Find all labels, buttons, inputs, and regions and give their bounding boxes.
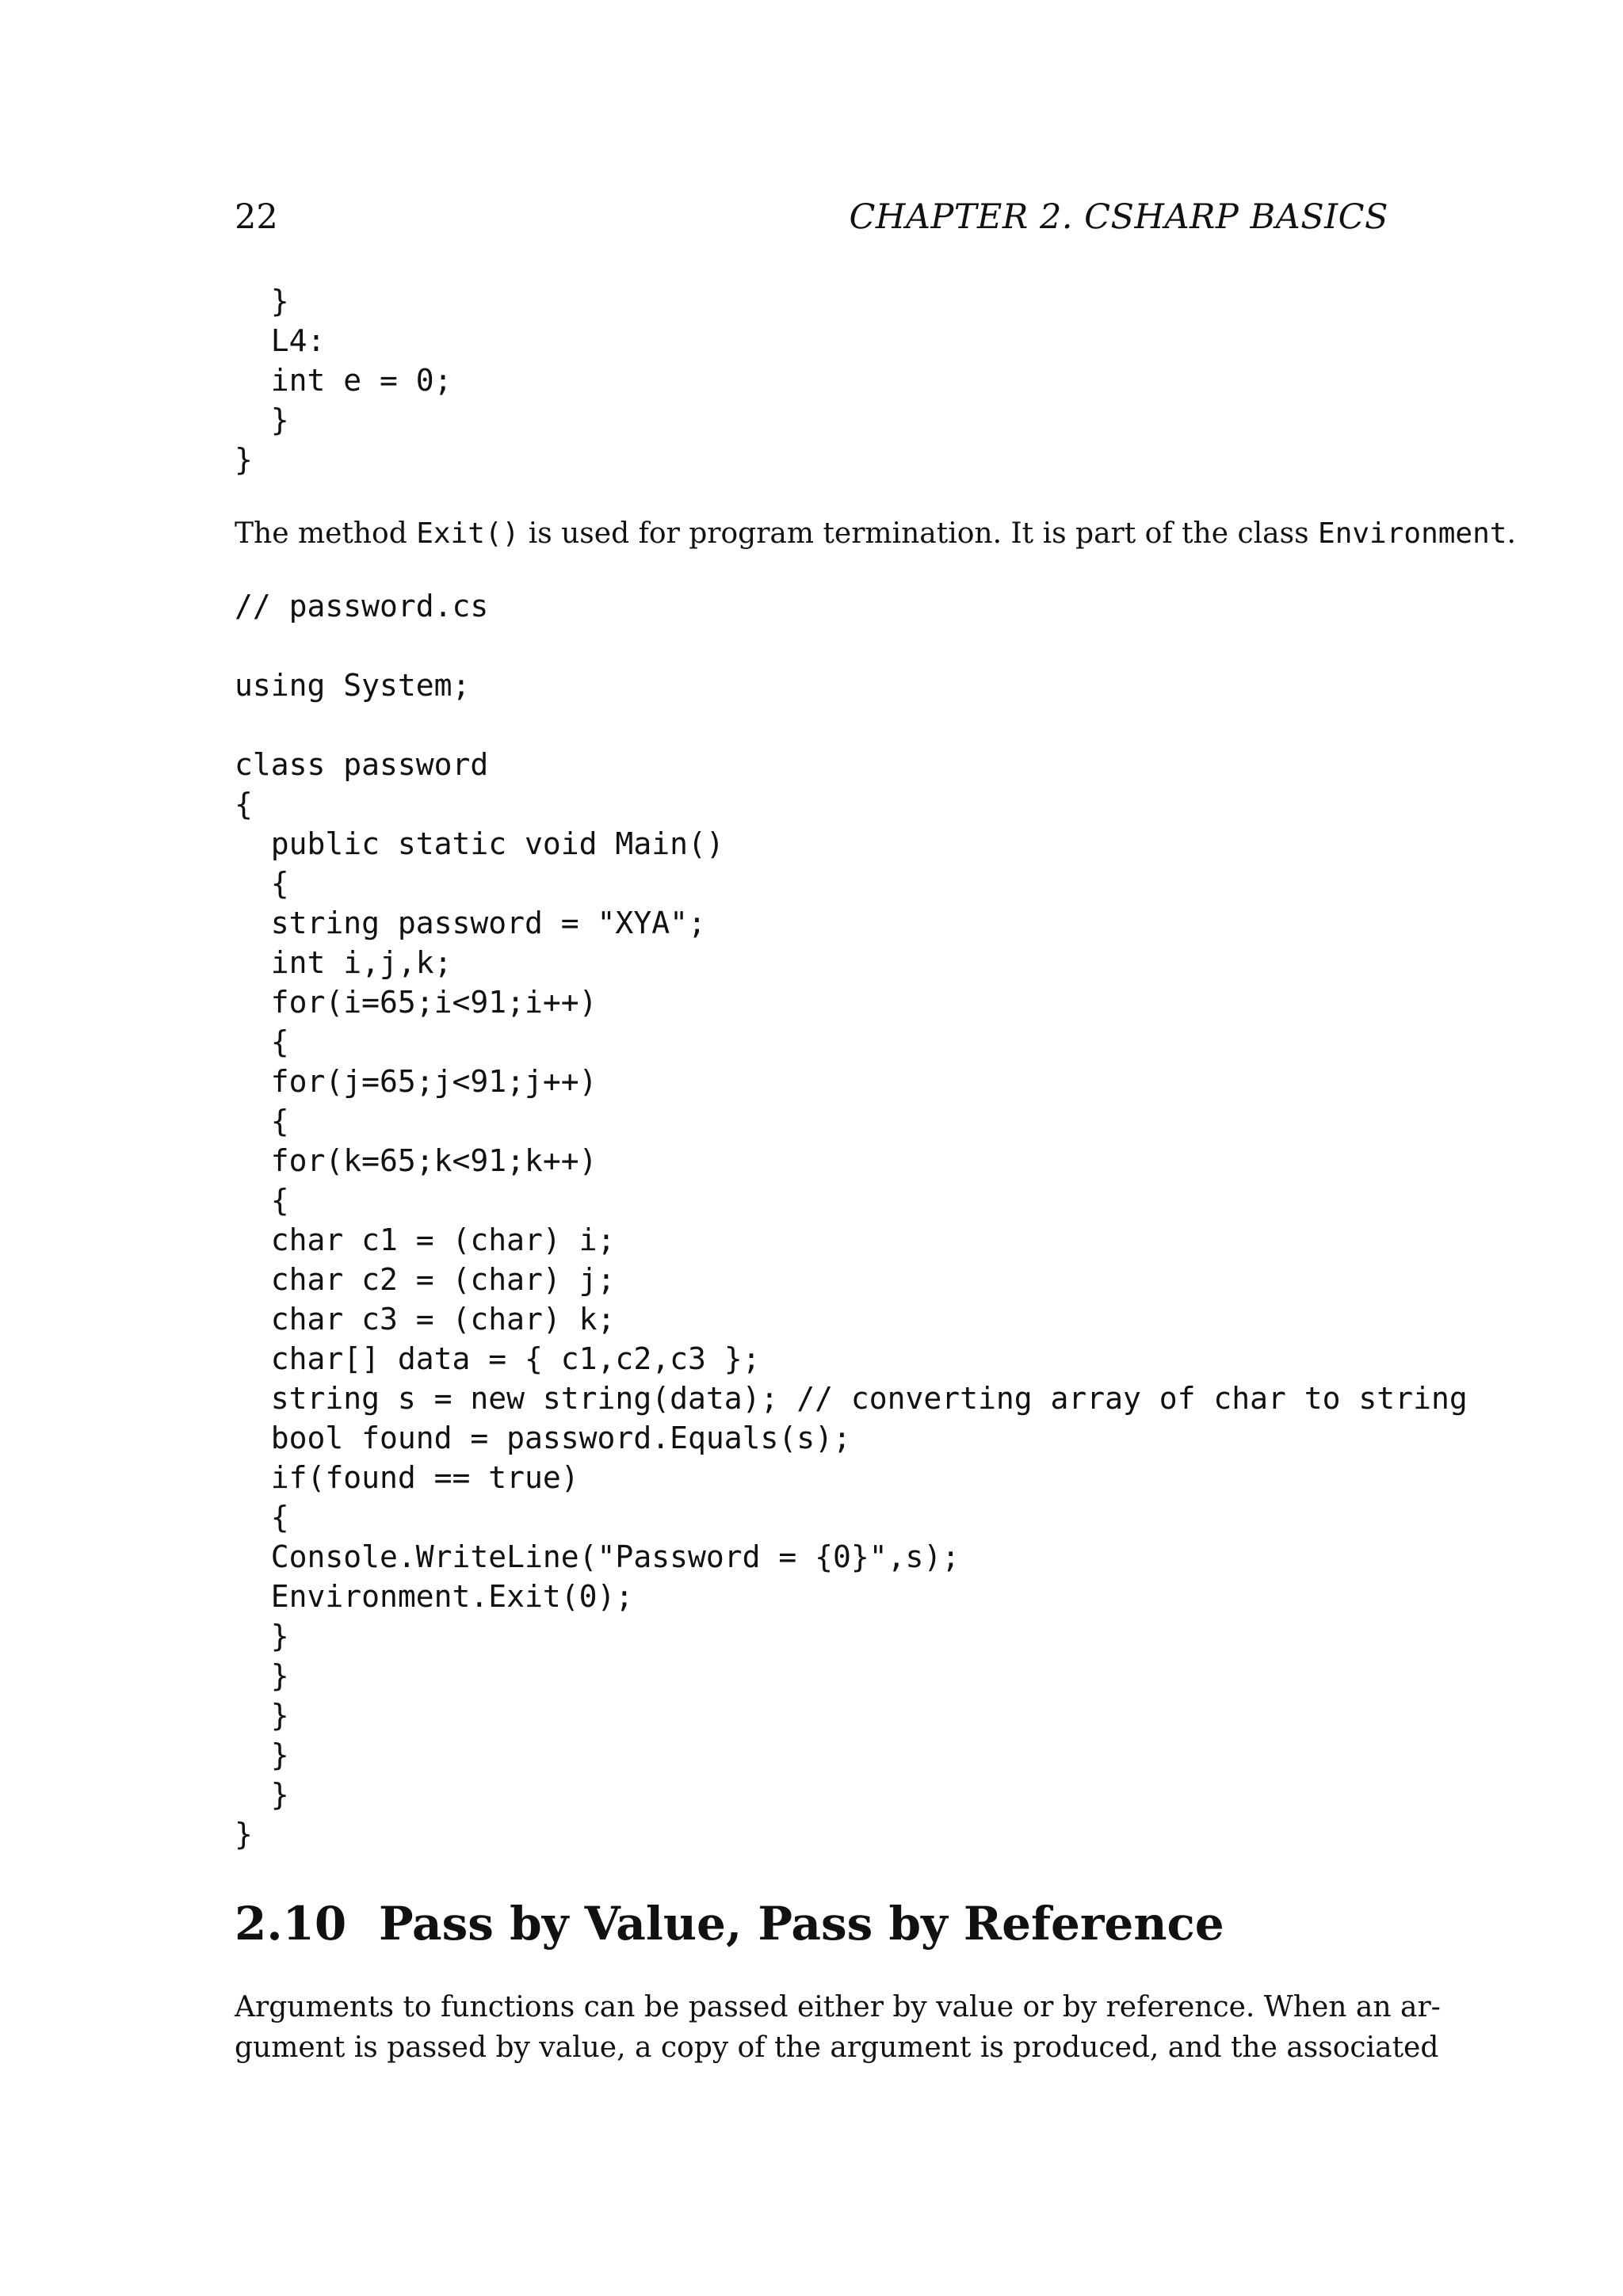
paragraph-text: is used for program termination. It is part of the class <box>519 517 1319 550</box>
paragraph-text: . <box>1507 517 1516 550</box>
code-line: int i,j,k; <box>235 945 453 980</box>
code-line: { <box>235 1500 289 1535</box>
code-line: string s = new string(data); // converting array of char to string <box>235 1381 1468 1416</box>
code-line <box>235 705 1468 745</box>
inline-code-exit: Exit() <box>416 517 520 550</box>
code-line: char[] data = { c1,c2,c3 }; <box>235 1341 761 1376</box>
code-line: for(j=65;j<91;j++) <box>235 1064 598 1099</box>
code-line: using System; <box>235 668 471 703</box>
code-line <box>235 626 1468 666</box>
code-line: { <box>235 1104 289 1138</box>
code-line: char c1 = (char) i; <box>235 1222 616 1257</box>
running-head <box>235 193 1388 241</box>
code-line: bool found = password.Equals(s); <box>235 1421 851 1455</box>
code-line: } <box>235 442 253 477</box>
code-line: } <box>235 1658 289 1693</box>
code-line: } <box>235 1619 289 1653</box>
code-line: { <box>235 787 253 822</box>
code-line: // password.cs <box>235 589 489 624</box>
section-title: Pass by Value, Pass by Reference <box>379 1897 1224 1951</box>
code-line: for(k=65;k<91;k++) <box>235 1143 598 1178</box>
code-line: Environment.Exit(0); <box>235 1579 634 1614</box>
code-line: L4: <box>235 323 326 358</box>
code-line: } <box>235 1777 289 1812</box>
inline-code-environment: Environment <box>1318 517 1507 550</box>
paragraph-text: The method <box>235 517 417 550</box>
code-line: } <box>235 1698 289 1733</box>
code-line: for(i=65;i<91;i++) <box>235 985 598 1020</box>
code-line: if(found == true) <box>235 1460 579 1495</box>
code-line: char c2 = (char) j; <box>235 1262 616 1297</box>
code-line: Console.WriteLine("Password = {0}",s); <box>235 1539 960 1574</box>
paragraph-line: Arguments to functions can be passed either by value or by reference. When an ar- <box>235 1991 1441 2023</box>
page-number: 22 <box>235 197 278 237</box>
code-line: } <box>235 1817 253 1852</box>
section-heading <box>235 1892 1224 1955</box>
chapter-title: CHAPTER 2. CSHARP BASICS <box>849 197 1388 237</box>
pass-by-value-paragraph <box>235 1987 1439 2068</box>
code-block-password-cs <box>235 586 1468 1854</box>
code-block-label-ending <box>235 281 453 479</box>
code-line: public static void Main() <box>235 826 724 861</box>
exit-method-paragraph <box>235 513 1516 554</box>
code-line: { <box>235 866 289 901</box>
code-line: } <box>235 284 289 318</box>
code-line: string password = "XYA"; <box>235 906 706 940</box>
section-number: 2.10 <box>235 1897 347 1951</box>
code-line: { <box>235 1183 289 1218</box>
code-line: { <box>235 1024 289 1059</box>
code-line: char c3 = (char) k; <box>235 1302 616 1337</box>
code-line: class password <box>235 747 489 782</box>
code-line: int e = 0; <box>235 363 453 398</box>
code-line: } <box>235 1737 289 1772</box>
code-line: } <box>235 402 289 437</box>
paragraph-line: gument is passed by value, a copy of the argument is produced, and the associated <box>235 2031 1439 2064</box>
